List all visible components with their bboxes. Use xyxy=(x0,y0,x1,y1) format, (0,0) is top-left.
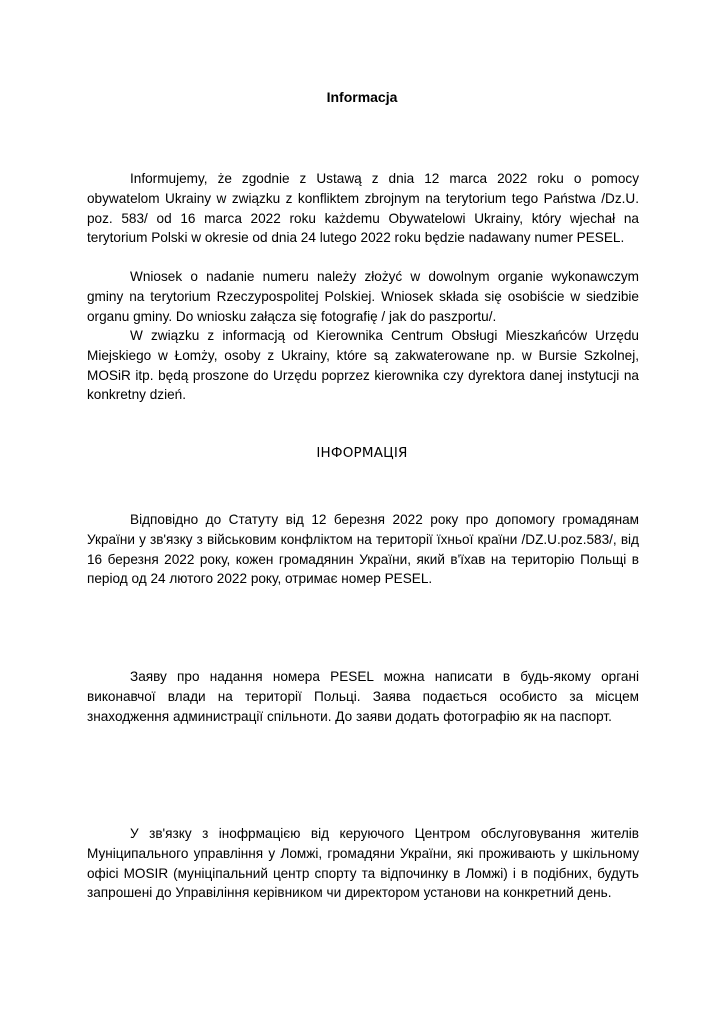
heading-polish: Informacja xyxy=(326,89,398,105)
paragraph-pl-accommodation: W związku z informacją od Kierownika Centrum Obsługi Mieszkańców Urzędu Miejskiego w Łomży, osoby z Ukrainy, które są zakwaterowane np. w Bursie Szkolnej, MOSiR itp. będą proszone do Urzędu poprzez kierownika czy dyrektora danej instytucji na konkretny dzień. xyxy=(87,328,639,403)
paragraph-ua-pesel-info: Відповідно до Статуту від 12 березня 2022 року про допомогу громадянам України у зв'язку з військовим конфліктом на території їхньої країни /DZ.U.poz.583/, від 16 березня 2022 року, кожен громадянин України, який в'їхав на територію Польщі в період од 24 лютого 2022 року, отримає номер PESEL. xyxy=(87,512,639,587)
paragraph-ua-accommodation: У зв'язку з інофрмацією від керуючого Центром обслуговування жителів Муніципального управління у Ломжі, громадяни України, які проживають у шкільному офісі MOSIR (муніціпальний центр спорту та відпочинку в Ломжі) і в подібних, будуть запрошені до Управіління керівником чи директором установи на конкретний день. xyxy=(87,826,639,901)
paragraph-pl-application: Wniosek o nadanie numeru należy złożyć w dowolnym organie wykonawczym gminy na terytorium Rzeczypospolitej Polskiej. Wniosek składa się osobiście w siedzibie organu gminy. Do wniosku załącza się fotografię / jak do paszportu/. xyxy=(87,269,639,324)
paragraph-pl-pesel-info: Informujemy, że zgodnie z Ustawą z dnia 12 marca 2022 roku o pomocy obywatelom Ukrainy w związku z konfliktem zbrojnym na terytorium tego Państwa /Dz.U. poz. 583/ od 16 marca 2022 roku każdemu Obywatelowi Ukrainy, który wjechał na terytorium Polski w okresie od dnia 24 lutego 2022 roku będzie nadawany numer PESEL. xyxy=(87,171,639,246)
heading-ukrainian: ІНФОРМАЦІЯ xyxy=(316,445,408,461)
paragraph-ua-application: Заяву про надання номера PESEL можна написати в будь-якому органі виконавчої влади на території Польці. Заява подається особисто за місцем знаходження администрації спільноти. До заяви додать фотографію як на паспорт. xyxy=(87,669,639,724)
